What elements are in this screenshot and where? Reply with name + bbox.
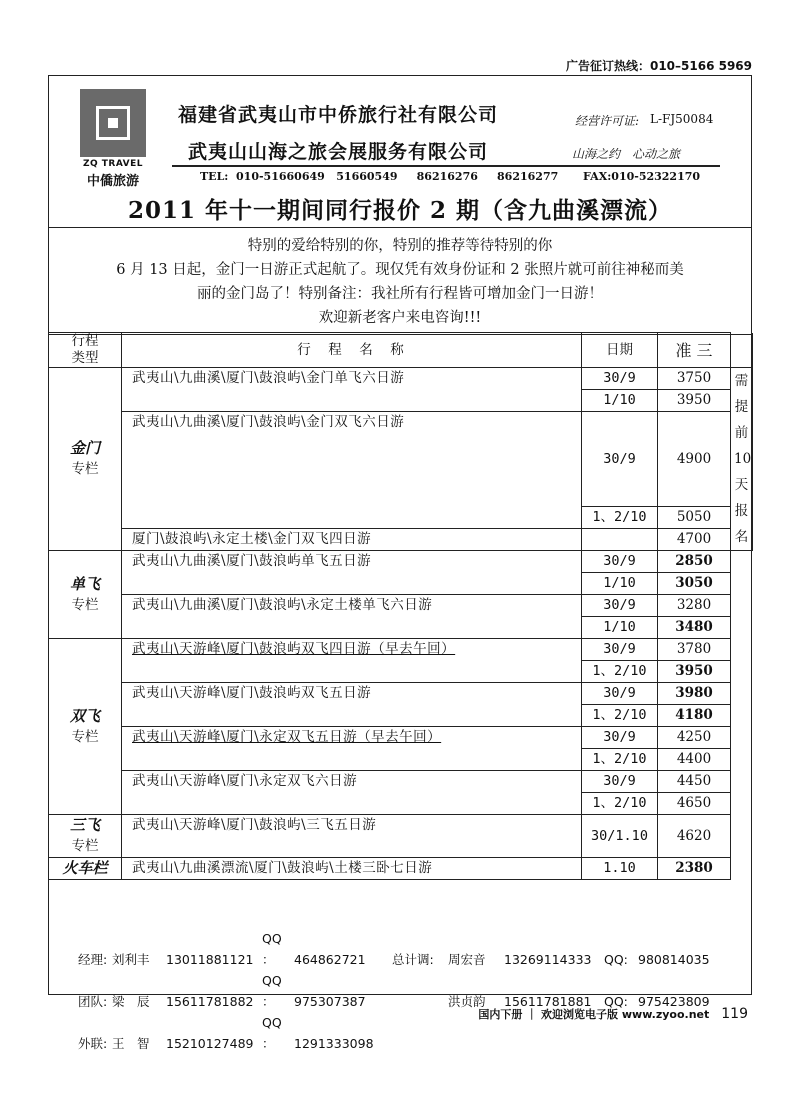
page-footer — [478, 1006, 748, 1022]
header-divider — [172, 165, 720, 167]
fax-number: FAX:010-52322170 — [583, 170, 701, 183]
contact-field: QQ ： — [262, 1015, 282, 1051]
category-cell — [49, 858, 122, 880]
contact-field: 15210127489 — [166, 1036, 254, 1051]
departure-date: 30/9 — [582, 368, 658, 390]
route-name: 武夷山\九曲溪\厦门\鼓浪屿\永定土楼单飞六日游 — [122, 595, 582, 639]
departure-date: 1、2/10 — [582, 661, 658, 683]
departure-date: 30/9 — [582, 639, 658, 661]
route-name: 厦门\鼓浪屿\永定土楼\金门双飞四日游 — [122, 529, 582, 551]
departure-date: 1/10 — [582, 573, 658, 595]
contact-field: QQ ： — [262, 931, 282, 967]
price-value: 4620 — [658, 815, 731, 858]
company-name-2: 武夷山山海之旅会展服务有限公司 — [188, 141, 489, 163]
category-sub: 专栏 — [71, 838, 99, 854]
contact-field: 梁 辰 — [112, 994, 150, 1009]
note-spacer — [731, 858, 753, 880]
contact-field: 975307387 — [294, 994, 366, 1009]
table-row — [49, 368, 753, 390]
table-row — [49, 595, 753, 617]
price-value: 3280 — [658, 595, 731, 617]
license-label: 经营许可证: — [575, 114, 640, 128]
note-spacer — [731, 793, 753, 815]
note-spacer — [731, 595, 753, 617]
note-spacer — [731, 617, 753, 639]
route-name: 武夷山\天游峰\厦门\永定双飞六日游 — [122, 771, 582, 815]
header-type: 行程 类型 — [49, 333, 122, 368]
ad-hotline: 广告征订热线：010–5166 5969 — [565, 59, 752, 73]
route-name: 武夷山\九曲溪漂流\厦门\鼓浪屿\土楼三卧七日游 — [122, 858, 582, 880]
contact-field: 15611781882 — [166, 994, 254, 1009]
price-value: 4900 — [658, 412, 731, 507]
route-name: 武夷山\天游峰\厦门\鼓浪屿双飞四日游（早去午回） — [122, 639, 582, 683]
contact-field: 外联: — [78, 1036, 108, 1051]
contact-field: QQ: — [604, 952, 628, 967]
footer-text: 国内下册 ｜ 欢迎浏览电子版 www.zyoo.net — [478, 1008, 710, 1021]
category-main: 双飞 — [69, 706, 100, 725]
notice-line: 特别的爱给特别的你，特别的推荐等待特别的你 — [247, 238, 553, 254]
note-spacer — [731, 661, 753, 683]
route-name: 武夷山\九曲溪\厦门\鼓浪屿单飞五日游 — [122, 551, 582, 595]
table-row — [49, 727, 753, 749]
price-value: 2850 — [658, 551, 731, 573]
departure-date: 30/1.10 — [582, 815, 658, 858]
note-spacer — [731, 749, 753, 771]
price-value: 3950 — [658, 390, 731, 412]
price-value: 3980 — [658, 683, 731, 705]
category-main: 三飞 — [69, 816, 100, 834]
table-header-row — [49, 333, 753, 368]
contact-field: 13011881121 — [166, 952, 254, 967]
note-spacer — [731, 683, 753, 705]
contact-field: 15611781881 — [504, 994, 592, 1009]
departure-date: 1、2/10 — [582, 507, 658, 529]
header-date: 日期 — [582, 333, 658, 368]
table-row — [49, 858, 753, 880]
contact-line — [78, 928, 718, 970]
license-number: L-FJ50084 — [650, 112, 714, 126]
contact-field: 洪贞韵 — [448, 994, 486, 1009]
price-value: 3750 — [658, 368, 731, 390]
departure-date: 30/9 — [582, 595, 658, 617]
page-number: 119 — [721, 1006, 748, 1022]
price-value: 4250 — [658, 727, 731, 749]
table-row — [49, 529, 753, 551]
route-name: 武夷山\天游峰\厦门\鼓浪屿\三飞五日游 — [122, 815, 582, 858]
contact-field: 团队: — [78, 994, 108, 1009]
company-name-1: 福建省武夷山市中侨旅行社有限公司 — [178, 104, 499, 126]
category-cell — [49, 368, 122, 551]
category-cell — [49, 551, 122, 639]
contact-field: 总计调: — [392, 952, 434, 967]
departure-date: 30/9 — [582, 412, 658, 507]
category-sub: 专栏 — [71, 461, 99, 477]
table-row — [49, 771, 753, 793]
price-table-body — [49, 333, 753, 880]
departure-date — [582, 529, 658, 551]
departure-date: 1/10 — [582, 390, 658, 412]
departure-date: 1、2/10 — [582, 705, 658, 727]
phone-numbers: TEL: 010-51660649 51660549 86216276 86216277 — [200, 170, 559, 183]
price-value: 3950 — [658, 661, 731, 683]
price-value: 4450 — [658, 771, 731, 793]
price-value: 4400 — [658, 749, 731, 771]
price-table — [48, 332, 753, 880]
notice-line: 丽的金门岛了！特别备注：我社所有行程皆可增加金门一日游！ — [197, 286, 603, 302]
price-value: 2380 — [658, 858, 731, 880]
price-value: 4650 — [658, 793, 731, 815]
table-row — [49, 551, 753, 573]
contact-field: 经理: — [78, 952, 108, 967]
table-row — [49, 412, 753, 507]
header-route-name: 行 程 名 称 — [122, 333, 582, 368]
contact-field: QQ ： — [262, 973, 282, 1009]
company-logo-icon — [80, 89, 146, 157]
category-main: 火车栏 — [62, 859, 108, 877]
notice-line: 6 月 13 日起，金门一日游正式起航了。现仅凭有效身份证和 2 张照片就可前往神秘而美 — [116, 262, 684, 278]
price-value: 4180 — [658, 705, 731, 727]
slogan: 山海之约 心动之旅 — [572, 147, 681, 161]
route-name: 武夷山\九曲溪\厦门\鼓浪屿\金门单飞六日游 — [122, 368, 582, 412]
note-spacer — [731, 815, 753, 858]
contact-field: 刘利丰 — [112, 952, 150, 967]
notice-line: 欢迎新老客户来电咨询!!! — [318, 310, 482, 326]
contact-field: QQ: — [604, 994, 628, 1009]
category-main: 金门 — [69, 439, 100, 457]
price-value: 3780 — [658, 639, 731, 661]
table-row — [49, 815, 753, 858]
contact-field: 周宏音 — [448, 952, 486, 967]
contact-field: 980814035 — [638, 952, 710, 967]
table-row — [49, 683, 753, 705]
departure-date: 1/10 — [582, 617, 658, 639]
note-spacer — [731, 771, 753, 793]
departure-date: 1、2/10 — [582, 793, 658, 815]
contact-field: 464862721 — [294, 952, 366, 967]
contact-field: 王 智 — [112, 1036, 150, 1051]
departure-date: 30/9 — [582, 551, 658, 573]
route-name: 武夷山\天游峰\厦门\永定双飞五日游（早去午回） — [122, 727, 582, 771]
header-price: 准 三 — [658, 333, 731, 368]
table-row — [49, 639, 753, 661]
logo-english-text: ZQ TRAVEL — [82, 159, 144, 169]
category-cell — [49, 815, 122, 858]
contact-field: 975423809 — [638, 994, 710, 1009]
advance-booking-note: 需提 前 10 天报 名 — [731, 368, 753, 551]
departure-date: 30/9 — [582, 727, 658, 749]
route-name: 武夷山\天游峰\厦门\鼓浪屿双飞五日游 — [122, 683, 582, 727]
header-spacer — [731, 333, 753, 368]
contacts-block — [78, 928, 718, 1054]
category-sub: 专栏 — [71, 728, 99, 745]
note-spacer — [731, 639, 753, 661]
price-value: 3050 — [658, 573, 731, 595]
category-cell — [49, 639, 122, 815]
departure-date: 1.10 — [582, 858, 658, 880]
note-spacer — [731, 573, 753, 595]
note-spacer — [731, 705, 753, 727]
contact-field: 13269114333 — [504, 952, 592, 967]
note-spacer — [731, 727, 753, 749]
route-name: 武夷山\九曲溪\厦门\鼓浪屿\金门双飞六日游 — [122, 412, 582, 529]
price-value: 3480 — [658, 617, 731, 639]
logo-chinese-text: 中僑旅游 — [86, 174, 139, 189]
price-value: 4700 — [658, 529, 731, 551]
price-value: 5050 — [658, 507, 731, 529]
page-title: 2011 年十一期间同行报价 2 期（含九曲溪漂流） — [127, 197, 673, 224]
category-sub: 专栏 — [71, 596, 99, 613]
departure-date: 1、2/10 — [582, 749, 658, 771]
category-main: 单飞 — [69, 574, 100, 593]
contact-field: 1291333098 — [294, 1036, 374, 1051]
departure-date: 30/9 — [582, 771, 658, 793]
departure-date: 30/9 — [582, 683, 658, 705]
note-spacer — [731, 551, 753, 573]
